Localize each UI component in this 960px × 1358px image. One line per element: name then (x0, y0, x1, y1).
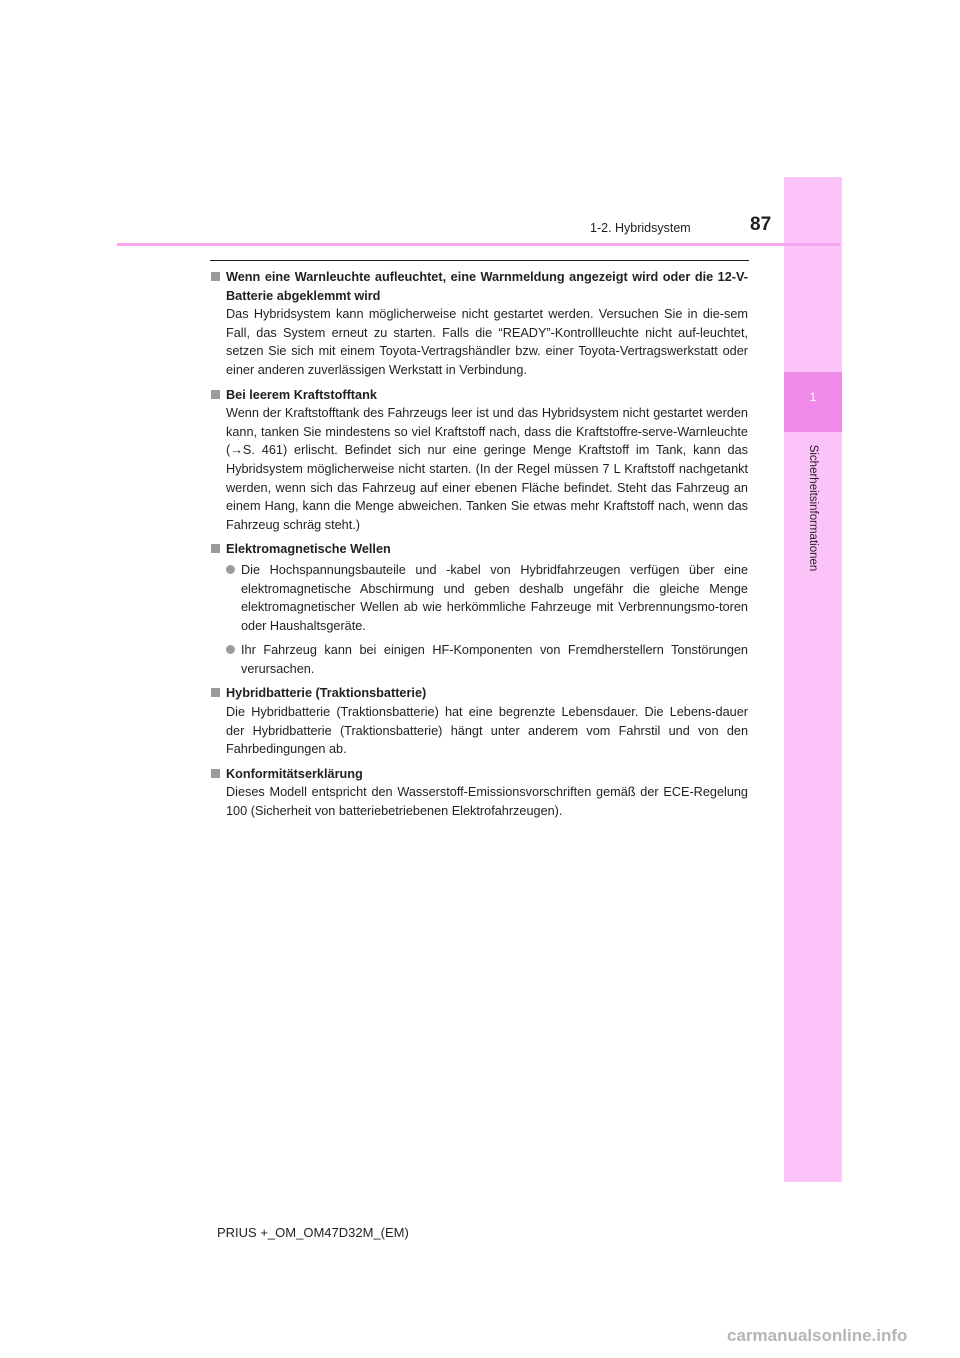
watermark: carmanualsonline.info (727, 1326, 908, 1345)
section-body: Das Hybridsystem kann möglicherweise nicht gestartet werden. Versuchen Sie in die-sem Fall, das System erneut zu starten. Falls die “READY”-Kontrollleuchte nicht auf-leuchtet, setzen Sie sich mit einem Toyota-Vertragshändler bzw. einer Toyota-Vertragswerkstatt oder einer anderen zuverlässigen Werkstatt in Verbindung. (226, 307, 748, 377)
section-conformity (209, 765, 748, 821)
list-item: Die Hochspannungsbauteile und -kabel von Hybridfahrzeugen verfügen über eine elektromagnetische Abschirmung und geben deshalb ungefähr die gleiche Menge elektromagnetischer Wellen ab wie herkömmliche Fahrzeuge mit Verbrennungsmo-toren oder Haushaltsgeräte. (226, 561, 748, 635)
section-heading: Wenn eine Warnleuchte aufleuchtet, eine Warnmeldung angezeigt wird oder die 12-V-Batterie abgeklemmt wird (209, 268, 748, 305)
list-item: Ihr Fahrzeug kann bei einigen HF-Komponenten von Fremdherstellern Tonstörungen verursachen. (226, 641, 748, 678)
header-rule (117, 243, 840, 246)
section-hybrid-battery (209, 684, 748, 758)
side-tab-number: 1 (809, 390, 817, 404)
footer-document-code: PRIUS +_OM_OM47D32M_(EM) (217, 1225, 409, 1240)
side-tab-label: Sicherheitsinformationen (807, 444, 819, 572)
circle-bullet-icon (226, 565, 235, 574)
section-title: 1-2. Hybridsystem (590, 221, 691, 235)
side-tab-strip (784, 177, 842, 1182)
square-bullet-icon (211, 272, 220, 281)
circle-bullet-icon (226, 645, 235, 654)
page-content (209, 268, 748, 827)
section-heading: Elektromagnetische Wellen (209, 540, 748, 559)
section-body: Die Hybridbatterie (Traktionsbatterie) hat eine begrenzte Lebensdauer. Die Lebens-dauer der Hybridbatterie (Traktionsbatterie) hängt unter anderem vom Fahrstil und von den Fahrbedingungen ab. (226, 705, 748, 757)
section-electromagnetic-waves (209, 540, 748, 678)
square-bullet-icon (211, 769, 220, 778)
section-body: Dieses Modell entspricht den Wasserstoff-Emissionsvorschriften gemäß der ECE-Regelung 100 (Sicherheit von batteriebetriebenen Elektrofahrzeugen). (226, 785, 748, 819)
content-top-rule (210, 260, 749, 261)
square-bullet-icon (211, 688, 220, 697)
section-heading: Konformitätserklärung (209, 765, 748, 784)
square-bullet-icon (211, 390, 220, 399)
section-warning-light (209, 268, 748, 380)
section-empty-tank (209, 386, 748, 535)
section-heading: Bei leerem Kraftstofftank (209, 386, 748, 405)
section-heading: Hybridbatterie (Traktionsbatterie) (209, 684, 748, 703)
page-number: 87 (750, 214, 772, 235)
square-bullet-icon (211, 544, 220, 553)
section-body: Wenn der Kraftstofftank des Fahrzeugs leer ist und das Hybridsystem nicht gestartet werden kann, tanken Sie mindestens so viel Kraftstoff nach, dass die Kraftstoffre-serve-Warnleuchte (→S. 461) erlischt. Befindet sich nur eine geringe Menge Kraftstoff im Tank, kann das Hybridsystem möglicherweise nicht starten. (In der Regel müssen 7 L Kraftstoff nachgetankt werden, wenn sich das Fahrzeug auf einer ebenen Fläche befindet. Steht das Fahrzeug an einem Hang, kann die Menge abweichen. Tanken Sie etwas mehr Kraftstoff nach, wenn das Fahrzeug schräg steht.) (226, 406, 748, 532)
